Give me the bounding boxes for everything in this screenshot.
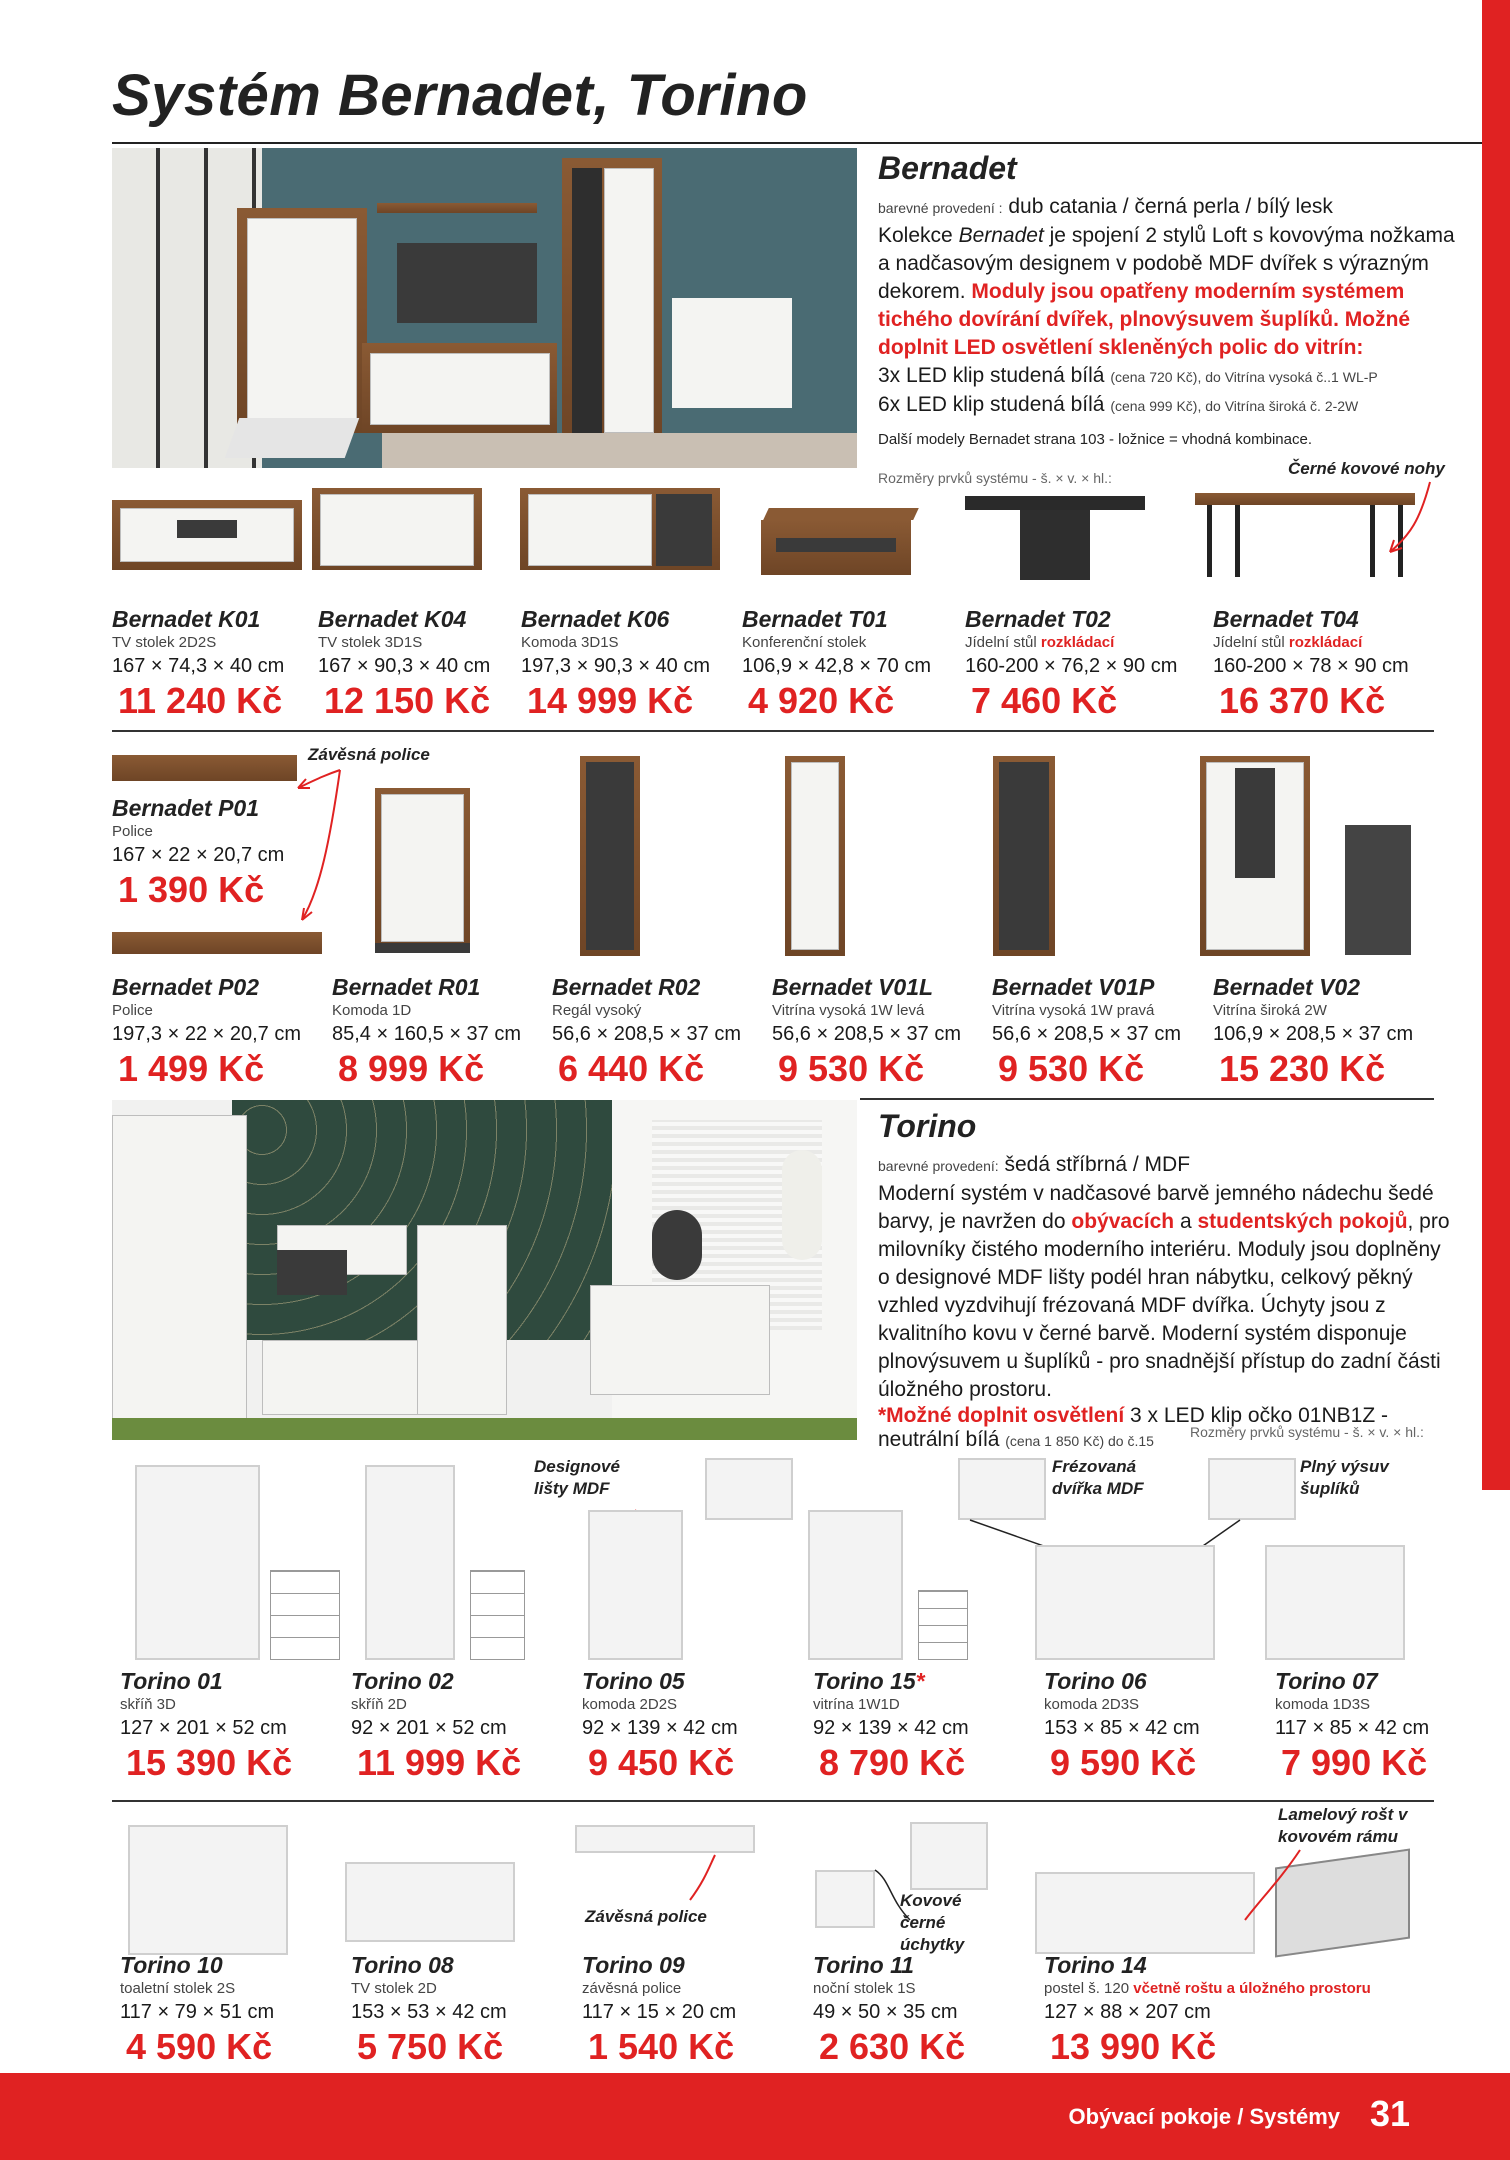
bernadet-r01-image [375, 788, 470, 958]
product-price: 9 530 Kč [998, 1048, 1145, 1089]
product-dims: 49 × 50 × 35 cm [813, 2001, 958, 2023]
product-name: Torino 02 [351, 1668, 454, 1694]
led-option-2: 6x LED klip studená bílá [878, 393, 1105, 416]
product-dims: 56,6 × 208,5 × 37 cm [992, 1023, 1182, 1045]
led-option-2-detail: (cena 999 Kč), do Vitrína široká č. 2-2W [1110, 398, 1359, 414]
product-dims: 167 × 74,3 × 40 cm [112, 655, 285, 677]
product-type: Vitrína široká 2W [1213, 1002, 1327, 1019]
product-price: 9 530 Kč [778, 1048, 925, 1089]
torino-01-image [135, 1465, 260, 1660]
product-card [552, 974, 762, 1090]
product-price: 9 590 Kč [1050, 1742, 1197, 1783]
shelf-note: Závěsná police [308, 745, 430, 764]
product-name: Bernadet V01P [992, 974, 1155, 1000]
shelf-arrows [280, 760, 360, 950]
torino-02-image [365, 1465, 455, 1660]
highlight-text: obývacích [1071, 1210, 1175, 1233]
product-name: Torino 05 [582, 1668, 685, 1694]
product-card [1275, 1668, 1485, 1784]
bernadet-k06-image [520, 488, 720, 580]
product-name: Bernadet V01L [772, 974, 934, 1000]
page-number: 31 [1369, 2093, 1410, 2134]
product-name-text: Torino 15 [813, 1668, 916, 1694]
bernadet-k01-image [112, 500, 302, 578]
product-name: Torino 09 [582, 1952, 685, 1978]
product-name: Torino 07 [1275, 1668, 1378, 1694]
product-type-text: postel š. 120 [1044, 1980, 1130, 1997]
product-type: komoda 2D2S [582, 1696, 678, 1713]
product-dims: 117 × 79 × 51 cm [120, 2001, 275, 2023]
footer-section: Obývací pokoje / Systémy [1068, 2104, 1340, 2129]
product-type: Police [112, 1002, 153, 1019]
product-name: Bernadet R01 [332, 974, 481, 1000]
bernadet-t02-image [965, 496, 1145, 586]
product-card [521, 606, 731, 722]
bernadet-v01l-image [785, 756, 845, 961]
product-type-highlight: včetně roštu a úložného prostoru [1133, 1980, 1371, 1997]
product-type: závěsná police [582, 1980, 682, 1997]
highlight-text: studentských pokojů [1197, 1210, 1408, 1233]
product-price: 5 750 Kč [357, 2026, 504, 2067]
bernadet-description [878, 150, 1458, 492]
detail-arrows [620, 1480, 1340, 1620]
torino-15-plan [918, 1590, 968, 1660]
product-type: toaletní stolek 2S [120, 1980, 236, 1997]
product-dims: 92 × 139 × 42 cm [813, 1717, 969, 1739]
product-card [351, 1668, 561, 1784]
torino-dims-note [1190, 1418, 1424, 1446]
product-dims: 167 × 22 × 20,7 cm [112, 844, 285, 866]
product-type-text: Jídelní stůl [1213, 634, 1285, 651]
product-type: TV stolek 2D2S [112, 634, 217, 651]
led-detail: (cena 1 850 Kč) do č.15 [1005, 1433, 1154, 1449]
product-price: 7 460 Kč [971, 680, 1118, 721]
product-card [1044, 1668, 1254, 1784]
product-price: 1 540 Kč [588, 2026, 735, 2067]
colors-value: dub catania / černá perla / bílý lesk [1008, 195, 1333, 218]
product-type-highlight: rozkládací [1288, 634, 1363, 651]
product-name: Bernadet K01 [112, 606, 261, 632]
product-dims: 106,9 × 42,8 × 70 cm [742, 655, 932, 677]
led-star: * [915, 1668, 925, 1694]
product-card [813, 1952, 1023, 2068]
product-name: Bernadet P01 [112, 795, 260, 821]
product-dims: 127 × 88 × 207 cm [1044, 2001, 1211, 2023]
product-type: komoda 2D3S [1044, 1696, 1140, 1713]
product-name [813, 1668, 1023, 1695]
product-card [742, 606, 952, 722]
product-type: TV stolek 3D1S [318, 634, 423, 651]
product-type: komoda 1D3S [1275, 1696, 1371, 1713]
product-name: Bernadet V02 [1213, 974, 1361, 1000]
product-dims: 92 × 201 × 52 cm [351, 1717, 507, 1739]
product-price: 11 240 Kč [118, 680, 283, 721]
torino-heading: Torino [878, 1108, 977, 1144]
torino-05-image [588, 1510, 683, 1660]
product-name: Bernadet R02 [552, 974, 701, 1000]
product-type-text: Jídelní stůl [965, 634, 1037, 651]
product-price: 13 990 Kč [1050, 2026, 1217, 2067]
product-name: Bernadet K06 [521, 606, 670, 632]
product-name: Torino 11 [813, 1952, 914, 1978]
product-card [318, 606, 528, 722]
torino-08-image [345, 1862, 515, 1942]
product-price: 11 999 Kč [357, 1742, 522, 1783]
torino-description [878, 1108, 1458, 1453]
legs-note: Černé kovové nohy [1288, 459, 1445, 478]
product-name: Bernadet T01 [742, 606, 888, 632]
bernadet-t01-image [756, 508, 926, 580]
text-part: , pro milovníky čistého moderního interiéru. Moduly jsou doplněny o designové MDF lišty podél hran nábytku, celkový pěkný vzhled vyzdvihují frézovaná MDF dvířka. Úchyty jsou z kvalitního kovu v černé barvě. Moderní systém disponuje plnovýsuvem u šuplíků - pro snadnější přístup do zadní části úložného prostoru. [878, 1210, 1450, 1401]
bernadet-p01-image [112, 755, 297, 781]
product-type [1213, 634, 1423, 651]
torino-row2-arrows [650, 1840, 1370, 1940]
legs-arrow [1380, 480, 1440, 560]
text-part: a [1179, 1210, 1192, 1233]
product-card [992, 974, 1202, 1090]
product-dims: 153 × 53 × 42 cm [351, 2001, 507, 2023]
led-option-1-detail: (cena 720 Kč), do Vitrína vysoká č..1 WL-P [1110, 369, 1378, 385]
product-dims: 92 × 139 × 42 cm [582, 1717, 738, 1739]
product-dims: 56,6 × 208,5 × 37 cm [772, 1023, 962, 1045]
chapter-tab [1482, 0, 1510, 1490]
bernadet-room-photo [112, 148, 857, 468]
product-type-highlight: rozkládací [1040, 634, 1115, 651]
product-dims: 85,4 × 160,5 × 37 cm [332, 1023, 522, 1045]
bernadet-r02-image [580, 756, 640, 961]
product-type: Komoda 3D1S [521, 634, 619, 651]
product-card [332, 974, 542, 1090]
torino-15-image [808, 1510, 903, 1660]
shelf-note-torino: Závěsná police [585, 1907, 707, 1926]
product-card [112, 974, 322, 1090]
torino-07-image [1265, 1545, 1405, 1660]
colors-value: šedá stříbrná / MDF [1004, 1153, 1191, 1176]
product-dims: 127 × 201 × 52 cm [120, 1717, 287, 1739]
product-dims: 160-200 × 78 × 90 cm [1213, 655, 1409, 677]
product-type: Regál vysoký [552, 1002, 642, 1019]
product-price: 7 990 Kč [1281, 1742, 1428, 1783]
product-type: TV stolek 2D [351, 1980, 437, 1997]
product-name: Torino 08 [351, 1952, 454, 1978]
product-type: Police [112, 823, 153, 840]
torino-room-photo [112, 1100, 857, 1440]
torino-01-plan [270, 1570, 340, 1660]
product-name: Bernadet P02 [112, 974, 260, 1000]
product-card [1213, 974, 1423, 1090]
product-price: 12 150 Kč [324, 680, 491, 721]
product-name: Torino 01 [120, 1668, 223, 1694]
torino-02-plan [470, 1570, 525, 1660]
product-type: Konferenční stolek [742, 634, 867, 651]
product-price: 16 370 Kč [1219, 680, 1386, 721]
product-card [1044, 1952, 1424, 2068]
bernadet-v02-image [1200, 756, 1310, 961]
slats-note: Lamelový rošt v kovovém rámu [1278, 1805, 1408, 1846]
bernadet-v01p-image [993, 756, 1055, 961]
text-part: Bernadet [958, 224, 1044, 247]
product-type: noční stolek 1S [813, 1980, 916, 1997]
product-type: vitrína 1W1D [813, 1696, 900, 1713]
product-type: Vitrína vysoká 1W pravá [992, 1002, 1155, 1019]
colors-label: barevné provedení: [878, 1158, 999, 1174]
section-divider [860, 1098, 1434, 1100]
highlight-text: Moduly jsou opatřeny moderním systémem tichého dovírání dvířek, plnovýsuvem šuplíků. Možné doplnit LED osvětlení skleněných polic do vitrín: [878, 280, 1411, 359]
product-price: 8 999 Kč [338, 1048, 485, 1089]
product-name: Torino 14 [1044, 1952, 1147, 1978]
product-price: 6 440 Kč [558, 1048, 705, 1089]
product-dims: 160-200 × 76,2 × 90 cm [965, 655, 1178, 677]
product-dims: 167 × 90,3 × 40 cm [318, 655, 491, 677]
section-divider [112, 730, 1434, 732]
drawers-note: Plný výsuv šuplíků [1300, 1457, 1389, 1498]
product-price: 14 999 Kč [527, 680, 694, 721]
product-dims: 153 × 85 × 42 cm [1044, 1717, 1200, 1739]
dims-note: Rozměry prvků systému - š. × v. × hl.: [878, 470, 1112, 486]
product-name: Torino 06 [1044, 1668, 1147, 1694]
bernadet-heading: Bernadet [878, 150, 1017, 186]
product-dims: 106,9 × 208,5 × 37 cm [1213, 1023, 1414, 1045]
product-dims: 56,6 × 208,5 × 37 cm [552, 1023, 742, 1045]
product-price: 9 450 Kč [588, 1742, 735, 1783]
product-type: Vitrína vysoká 1W levá [772, 1002, 925, 1019]
product-card [1213, 606, 1423, 722]
product-dims: 117 × 85 × 42 cm [1275, 1717, 1430, 1739]
product-name: Bernadet T04 [1213, 606, 1359, 632]
product-name: Bernadet K04 [318, 606, 467, 632]
colors-label: barevné provedení : [878, 200, 1003, 216]
product-card [772, 974, 982, 1090]
product-card [965, 606, 1178, 722]
product-card [582, 1668, 792, 1784]
product-type [965, 634, 1175, 651]
bernadet-v02-open-image [1345, 825, 1411, 955]
product-price: 15 390 Kč [126, 1742, 293, 1783]
product-card [120, 1668, 330, 1784]
product-type: skříň 3D [120, 1696, 176, 1713]
handles-note: Kovové černé úchytky [900, 1891, 965, 1954]
product-type [1044, 1980, 1424, 1997]
title-divider [112, 142, 1482, 144]
product-price: 1 499 Kč [118, 1048, 265, 1089]
product-price: 4 920 Kč [748, 680, 895, 721]
led-highlight: *Možné doplnit osvětlení [878, 1404, 1125, 1427]
doors-note: Frézovaná dvířka MDF [1052, 1457, 1144, 1498]
product-dims: 197,3 × 90,3 × 40 cm [521, 655, 711, 677]
led-option-1: 3x LED klip studená bílá [878, 364, 1105, 387]
torino-10-image [128, 1825, 288, 1955]
product-card [813, 1668, 1023, 1784]
product-name: Torino 10 [120, 1952, 223, 1978]
product-dims: 117 × 15 × 20 cm [582, 2001, 737, 2023]
product-price: 4 590 Kč [126, 2026, 273, 2067]
bernadet-k04-image [312, 488, 482, 580]
product-card [120, 1952, 330, 2068]
product-card [582, 1952, 792, 2068]
product-card [112, 606, 322, 722]
dims-note: Rozměry prvků systému - š. × v. × hl.: [1190, 1424, 1424, 1440]
product-card [351, 1952, 561, 2068]
page-title: Systém Bernadet, Torino [112, 63, 808, 128]
text-part: je spojení 2 stylů Loft s kovovýma nožkama a nadčasovým designem v podobě MDF dvířek s výrazným dekorem. [878, 224, 1455, 303]
product-price: 1 390 Kč [118, 869, 265, 910]
product-type: skříň 2D [351, 1696, 407, 1713]
text-part: Moderní systém v nadčasové barvě jemného nádechu šedé barvy, je navržen do [878, 1182, 1434, 1233]
product-price: 8 790 Kč [819, 1742, 966, 1783]
text-part: Kolekce [878, 224, 953, 247]
product-dims: 197,3 × 22 × 20,7 cm [112, 1023, 302, 1045]
product-price: 15 230 Kč [1219, 1048, 1386, 1089]
led-text: 3 x LED klip očko 01NB1Z - neutrální bílá [878, 1404, 1388, 1451]
section-divider [112, 1800, 1434, 1802]
product-name: Bernadet T02 [965, 606, 1111, 632]
torino-06-image [1035, 1545, 1215, 1660]
edges-note: Designové lišty MDF [534, 1457, 620, 1498]
more-models-note: Další modely Bernadet strana 103 - ložnice = vhodná kombinace. [878, 431, 1312, 448]
product-type: Komoda 1D [332, 1002, 412, 1019]
product-price: 2 630 Kč [819, 2026, 966, 2067]
